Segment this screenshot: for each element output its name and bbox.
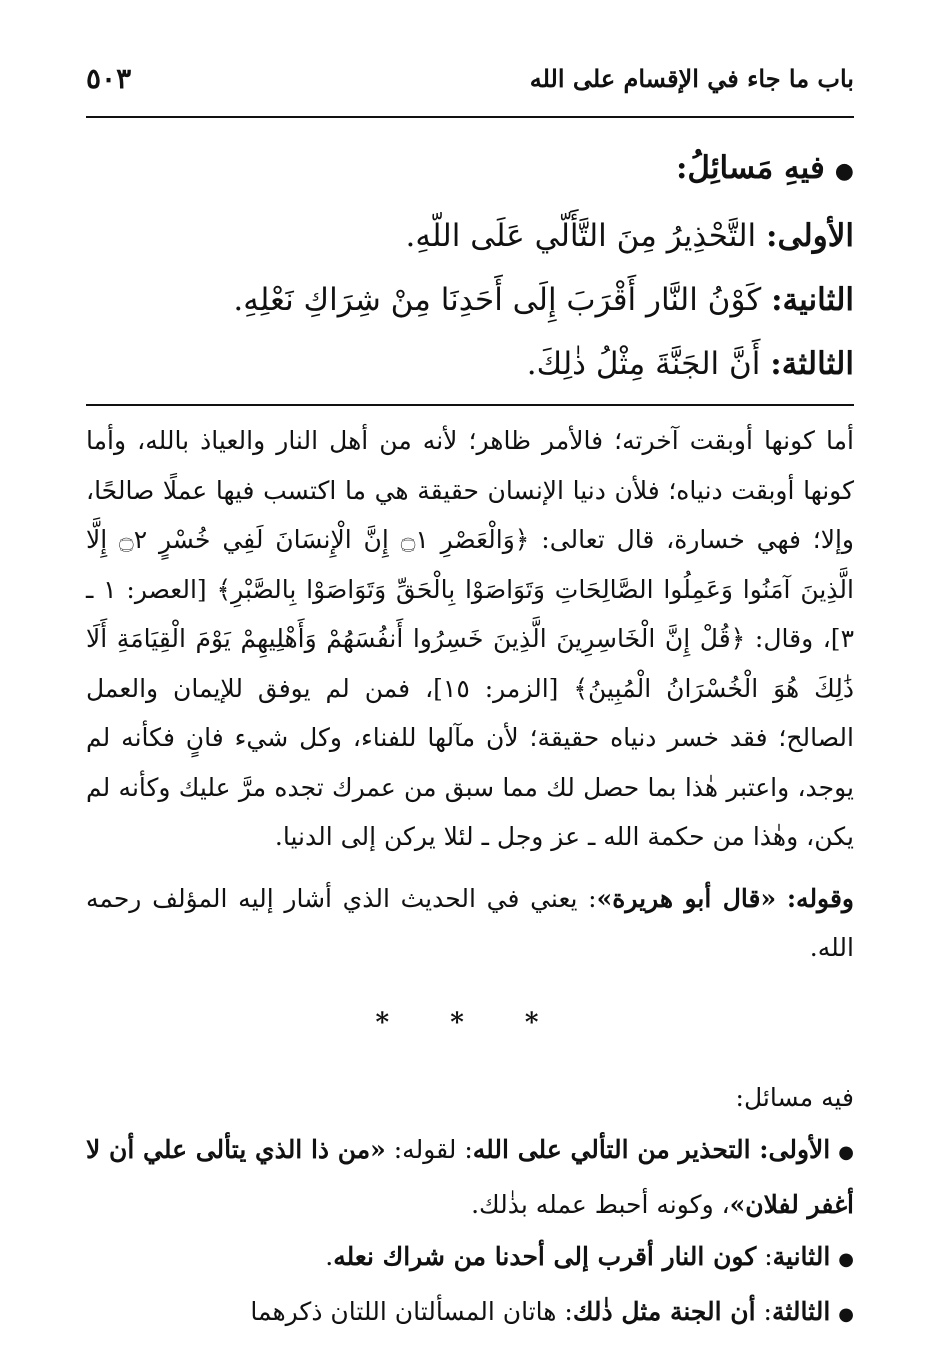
masail-item-label: الأولى: التحذير من التألي على الله [472,1135,831,1164]
commentary-label: وقوله: [786,883,854,913]
commentary-quote: «قال أبو هريرة» [596,883,777,913]
masail-item [86,1286,854,1341]
masail-item-label: الثالثة [771,1297,831,1326]
masail-item-tail: : هاتان المسألتان اللتان ذكرهما [250,1297,573,1326]
matn-item-text: كَوْنُ النَّار أَقْرَبَ إِلَى أَحَدِنَا مِنْ شِرَاكِ نَعْلِهِ. [233,282,762,318]
bullet-icon: ● [838,1304,854,1325]
masail-item [86,1124,854,1231]
masail-item-quote: كون النار أقرب إلى أحدنا من شراك نعله [333,1242,757,1271]
matn-item-label: الأولى: [766,218,854,254]
masail-item-text: : [756,1242,773,1271]
masail-item [86,1231,854,1286]
page-header [86,48,854,108]
matn-item [100,268,854,332]
masail-intro: فيه مسائل: [735,1083,854,1112]
commentary-paragraph: أما كونها أوبقت آخرته؛ فالأمر ظاهر؛ لأنه من أهل النار والعياذ بالله، وأما كونها أوبقت دنياه؛ فلأن دنيا الإنسان حقيقة هي ما اكتسب فيها عملًا صالحًا، وإلا؛ فهي خسارة، قال تعالى: ﴿وَالْعَصْرِ ۝١ إِنَّ الْإِنسَانَ لَفِي خُسْرٍ ۝٢ إِلَّا الَّذِينَ آمَنُوا وَعَمِلُوا الصَّالِحَاتِ وَتَوَاصَوْا بِالْحَقِّ وَتَوَاصَوْا بِالصَّبْرِ﴾ [العصر: ١ ـ ٣]، وقال: ﴿قُلْ إِنَّ الْخَاسِرِينَ الَّذِينَ خَسِرُوا أَنفُسَهُمْ وَأَهْلِيهِمْ يَوْمَ الْقِيَامَةِ أَلَا ذَٰلِكَ هُوَ الْخُسْرَانُ الْمُبِينُ﴾ [الزمر: ١٥]، فمن لم يوفق للإيمان والعمل الصالح؛ فقد خسر دنياه حقيقة؛ لأن مآلها للفناء، وكل شيء فانٍ فكأنه لم يوجد، واعتبر هٰذا بما حصل لك مما سبق من عمرك تجده مرَّ عليك وكأنه لم يكن، وهٰذا من حكمة الله ـ عز وجل ـ لئلا يركن إلى الدنيا. [86,426,854,851]
masail-item-text: : [755,1297,772,1326]
matn-item-label: الثانية: [771,282,854,318]
commentary-paragraph [86,874,854,973]
masail-item-text: : لقوله: [385,1135,473,1164]
matn-intro: ●فيهِ مَسائِلُ: [675,150,854,186]
masail-item-quote: أن الجنة مثل ذٰلك [572,1297,756,1326]
commentary-section [86,416,854,973]
masail-item-tail: ، وكونه أحبط عمله بذٰلك. [471,1190,730,1219]
header-rule [86,116,854,118]
section-rule [86,404,854,406]
chapter-title: باب ما جاء في الإقسام على الله [529,63,854,93]
page-number: ٥٠٣ [86,61,132,95]
matn-item [100,204,854,268]
matn-section [100,136,854,396]
matn-item-text: أَنَّ الجَنَّةَ مِثْلُ ذٰلِكَ. [526,346,761,382]
matn-item [100,332,854,396]
commentary-text: : يعني في الحديث الذي أشار إليه المؤلف رحمه الله. [86,883,854,962]
section-separator: * * * [375,1008,565,1038]
bullet-icon: ● [834,159,854,184]
masail-item-quote: «من ذا الذي يتألى علي أن لا أغفر لفلان» [86,1135,854,1219]
masail-item-label: الثانية [772,1242,831,1271]
matn-item-text: التَّحْذِيرُ مِنَ التَّأَلّي عَلَى اللّهِ. [405,218,757,254]
bullet-icon: ● [838,1249,854,1270]
bullet-icon: ● [838,1142,854,1163]
masail-item-tail: . [325,1242,334,1271]
matn-item-label: الثالثة: [770,346,854,382]
masail-section [86,1072,854,1341]
